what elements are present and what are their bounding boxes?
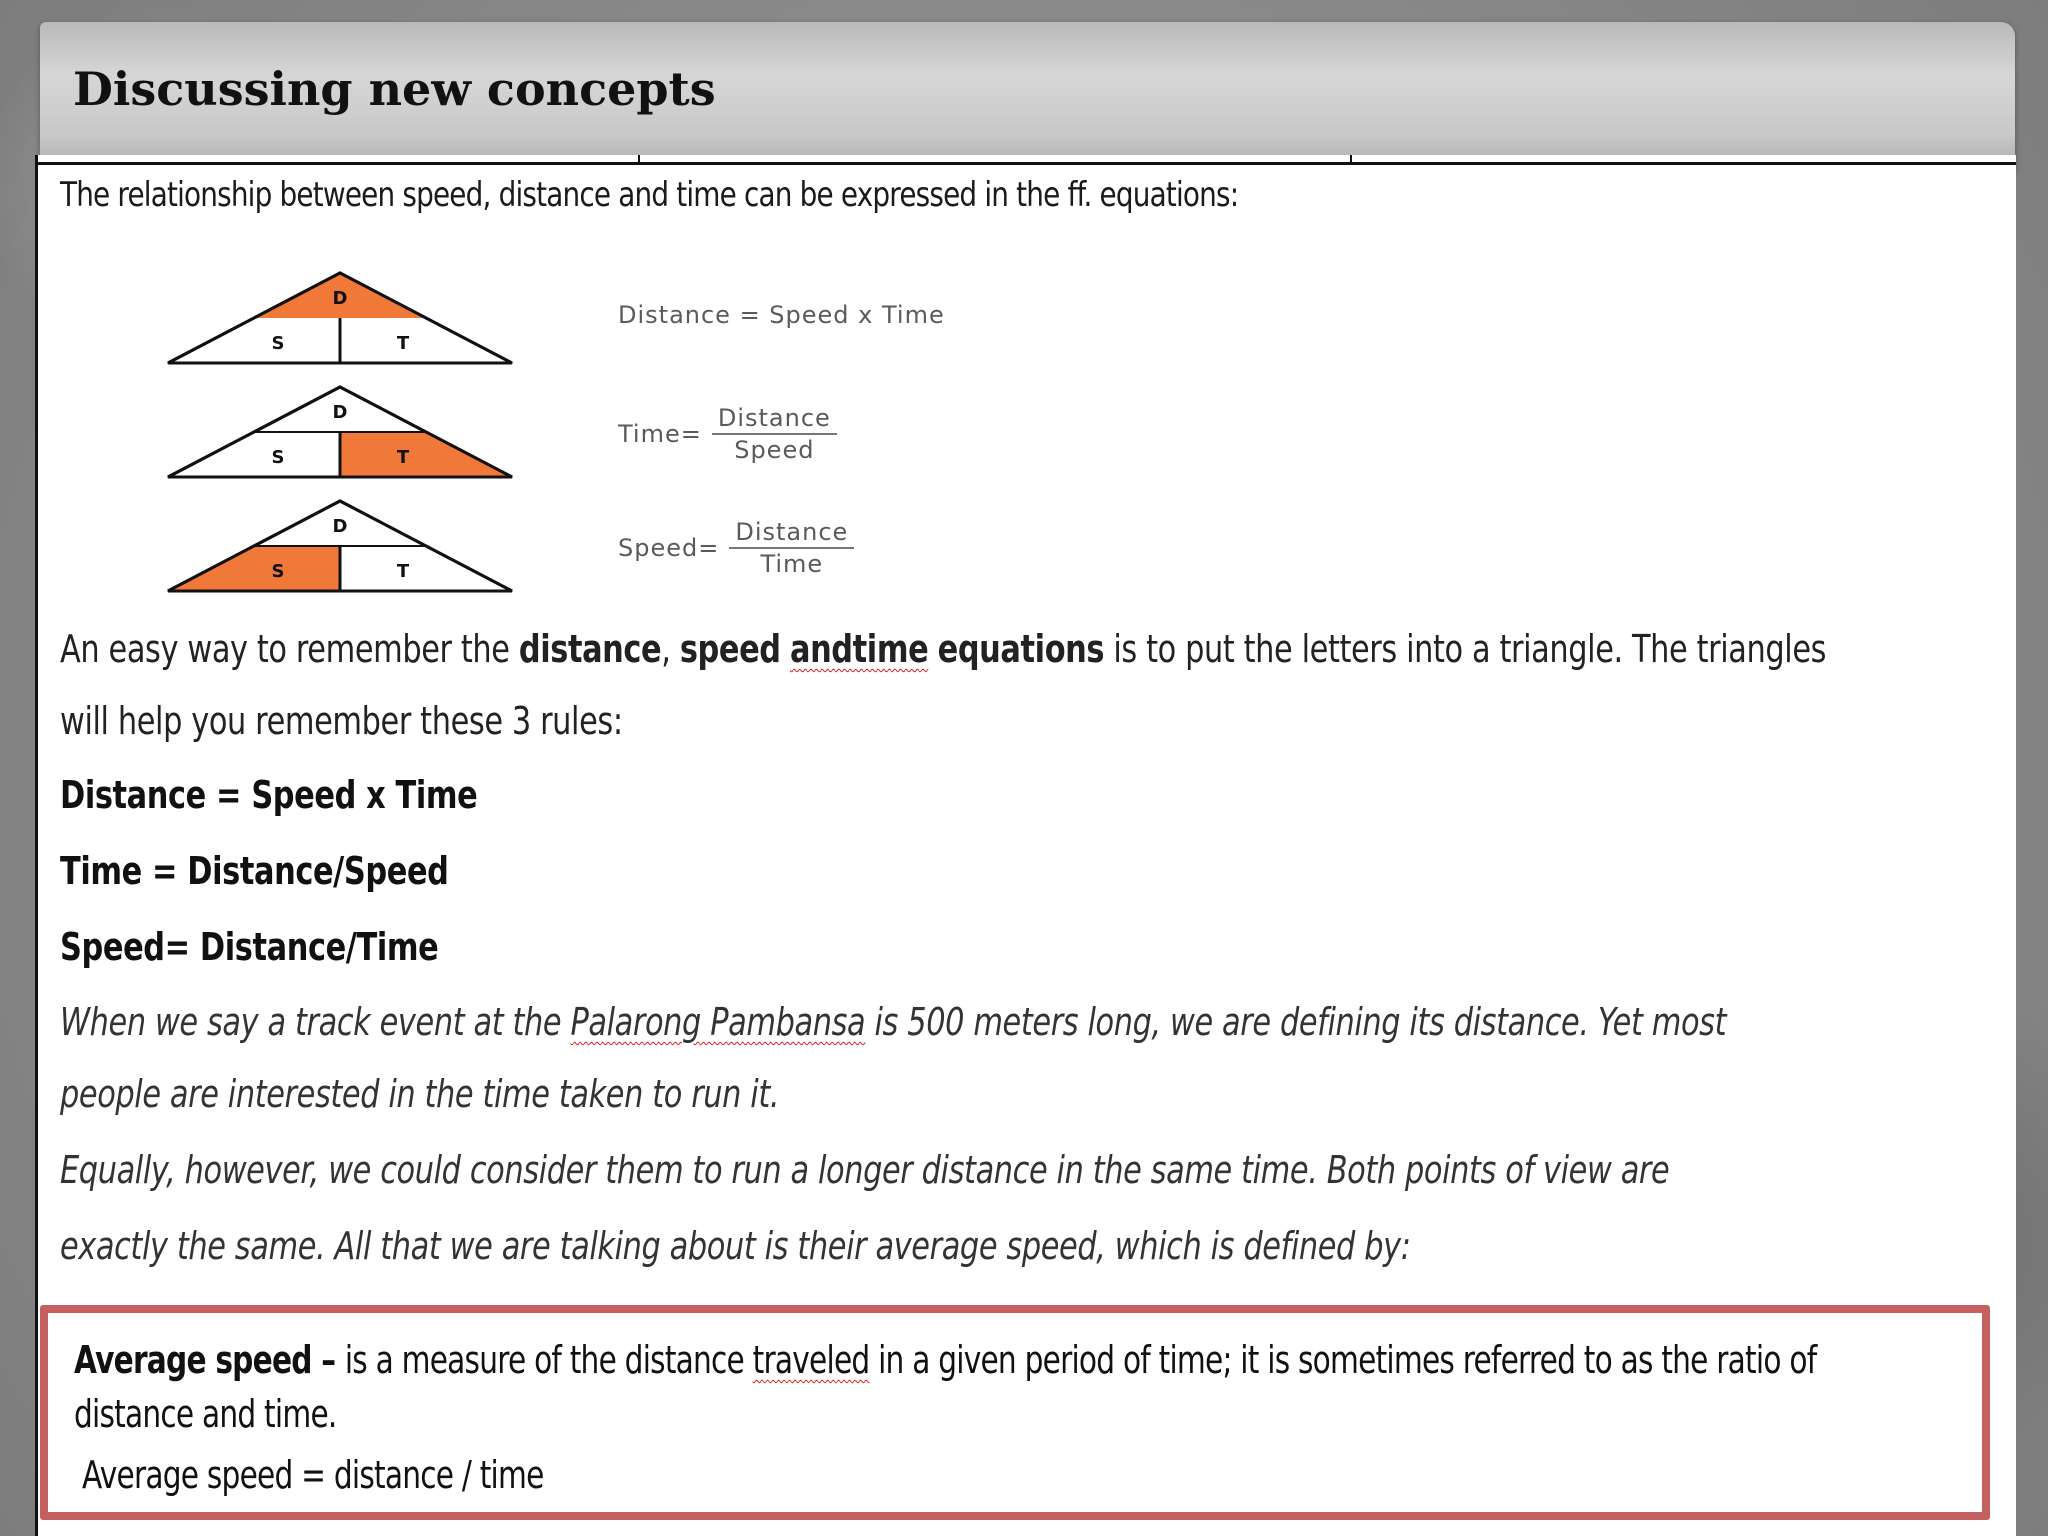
callout-term: Average speed [74,1338,312,1382]
text-run: is to put the letters into a triangle. The triangles [1104,627,1827,671]
paragraph-line-2: will help you remember these 3 rules: [60,699,623,743]
table-column-tick [638,155,640,165]
italic-line-3: Equally, however, we could consider them to run a longer distance in the same time. Both points of view are [60,1148,1670,1192]
equation-time-label: Time= [618,420,702,448]
triangle-label-s: S [271,561,285,582]
triangle-label-s: S [271,333,285,354]
average-speed-callout [40,1305,1990,1520]
rule-time: Time = Distance/Speed [60,849,449,893]
lead-sentence: The relationship between speed, distance and time can be expressed in the ff. equations: [60,175,1239,215]
dst-triangle-speed [158,495,522,605]
triangle-label-d: D [332,402,348,423]
bold-run: equations [937,627,1105,671]
text-run: An easy way to remember the [60,627,519,671]
text-run [781,627,790,671]
fraction-numerator: Distance [729,517,854,549]
text-run: , [661,627,680,671]
spellcheck-flagged-word: andtime [789,627,929,671]
triangle-speed-fill [168,546,340,591]
equation-speed-fraction [729,517,854,579]
equation-speed-label: Speed= [618,534,720,562]
spellcheck-flagged-word: traveled [752,1338,870,1382]
callout-formula: Average speed = distance / time [82,1453,544,1497]
italic-line-1 [60,1000,1726,1044]
table-column-tick [1350,155,1352,165]
triangle-label-d: D [332,516,348,537]
text-run: is 500 meters long, we are defining its distance. Yet most [865,1000,1727,1044]
bold-run: distance [518,627,662,671]
callout-dash: – [311,1338,345,1382]
equation-distance: Distance = Speed x Time [618,301,945,329]
slide-title: Discussing new concepts [73,62,716,116]
triangle-label-t: T [396,561,410,582]
equation-time-fraction [712,403,837,465]
triangle-time-fill [340,432,512,477]
bold-run: speed [679,627,781,671]
text-run [928,627,937,671]
italic-line-4: exactly the same. All that we are talking about is their average speed, which is defined by: [60,1224,1411,1268]
triangle-label-t: T [396,447,410,468]
table-top-border [38,162,2016,165]
fraction-numerator: Distance [712,403,837,435]
text-run: is a measure of the distance [344,1338,753,1382]
rule-speed: Speed= Distance/Time [60,925,439,969]
callout-definition [74,1333,1837,1441]
rule-distance: Distance = Speed x Time [60,773,478,817]
equation-time [618,403,837,465]
fraction-denominator: Speed [734,436,815,464]
equation-speed [618,517,854,579]
dst-triangle-distance [158,267,522,377]
text-run: When we say a track event at the [60,1000,571,1044]
triangle-label-s: S [271,447,285,468]
triangle-label-t: T [396,333,410,354]
triangle-label-d: D [332,288,348,309]
dst-triangle-time [158,381,522,491]
paragraph-line-1 [60,627,1826,671]
spellcheck-flagged-word: Palarong Pambansa [570,1000,866,1044]
text-run: in a given period of time; it is sometimes referred to as the ratio of distance and time. [74,1338,1817,1436]
italic-line-2: people are interested in the time taken to run it. [60,1072,780,1116]
fraction-denominator: Time [760,550,824,578]
